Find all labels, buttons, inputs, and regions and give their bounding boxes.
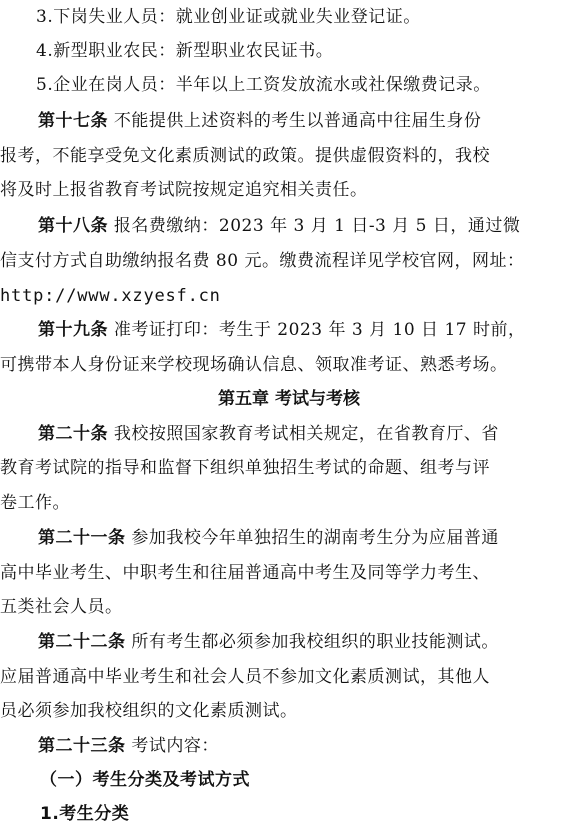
article-22-line-2: 应届普通高中毕业考生和社会人员不参加文化素质测试，其他人 [0, 667, 490, 687]
article-23-line-1 [0, 733, 578, 759]
item-5: 5.企业在岗人员：半年以上工资发放流水或社保缴费记录。 [36, 75, 491, 95]
article-18-label: 第十八条 [38, 216, 108, 236]
article-19-label: 第十九条 [38, 320, 108, 340]
article-17-line-1 [0, 108, 578, 134]
item-4: 4.新型职业农民：新型职业农民证书。 [36, 41, 334, 61]
article-20-text-1: 我校按照国家教育考试相关规定，在省教育厅、省 [108, 424, 499, 444]
article-17-line-3: 将及时上报省教育考试院按规定追究相关责任。 [0, 180, 368, 200]
article-18-text-1: 报名费缴纳：2023 年 3 月 1 日-3 月 5 日，通过微 [108, 216, 521, 236]
article-22-line-3: 员必须参加我校组织的文化素质测试。 [0, 701, 298, 721]
article-23-text-1: 考试内容： [125, 736, 219, 756]
article-17-label: 第十七条 [38, 111, 108, 131]
article-20-line-3: 卷工作。 [0, 493, 70, 513]
article-20-line-1 [0, 421, 578, 447]
chapter-5-heading: 第五章 考试与考核 [218, 389, 360, 409]
article-20-line-2: 教育考试院的指导和监督下组织单独招生考试的命题、组考与评 [0, 458, 490, 478]
article-17-line-2: 报考，不能享受免文化素质测试的政策。提供虚假资料的，我校 [0, 146, 490, 166]
article-21-line-3: 五类社会人员。 [0, 597, 123, 617]
article-21-line-2: 高中毕业考生、中职考生和往届普通高中考生及同等学力考生、 [0, 563, 490, 583]
article-19-text-1: 准考证打印：考生于 2023 年 3 月 10 日 17 时前， [108, 320, 526, 340]
subheading-1-1: 1.考生分类 [40, 804, 130, 824]
article-21-line-1 [0, 525, 578, 551]
article-22-text-1: 所有考生都必须参加我校组织的职业技能测试。 [125, 632, 499, 652]
article-18-line-2: 信支付方式自助缴纳报名费 80 元。缴费流程详见学校官网，网址： [0, 251, 525, 271]
article-21-label: 第二十一条 [38, 528, 126, 548]
article-19-line-2: 可携带本人身份证来学校现场确认信息、领取准考证、熟悉考场。 [0, 355, 508, 375]
article-18-url[interactable]: http://www.xzyesf.cn [0, 286, 221, 306]
article-23-label: 第二十三条 [38, 736, 126, 756]
subheading-1: （一）考生分类及考试方式 [40, 770, 250, 790]
article-22-label: 第二十二条 [38, 632, 126, 652]
article-17-text-1: 不能提供上述资料的考生以普通高中往届生身份 [108, 111, 482, 131]
article-19-line-1 [0, 317, 578, 343]
article-22-line-1 [0, 629, 578, 655]
item-3: 3.下岗失业人员：就业创业证或就业失业登记证。 [36, 7, 421, 27]
article-21-text-1: 参加我校今年单独招生的湖南考生分为应届普通 [125, 528, 499, 548]
article-20-label: 第二十条 [38, 424, 108, 444]
article-18-line-1 [0, 213, 578, 239]
